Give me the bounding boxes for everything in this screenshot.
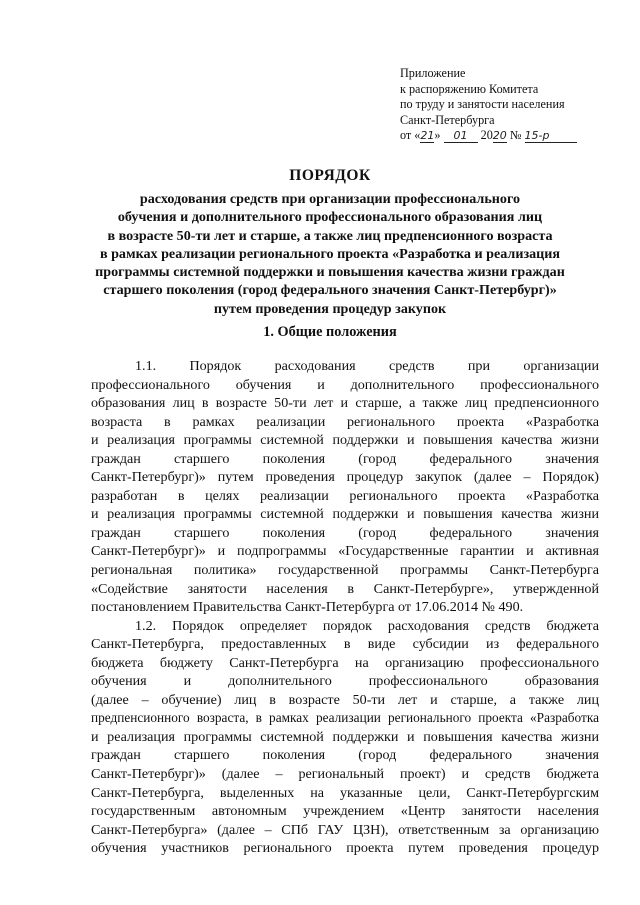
paragraph-line: региональная политика» государственной программы Санкт-Петербурга <box>91 562 599 579</box>
paragraph-line: обучения и дополнительного профессионального образования <box>91 673 599 690</box>
appendix-line-3: по труду и занятости населения <box>400 97 565 112</box>
title-line-5: программы системной поддержки и повышения качества жизни граждан <box>95 264 565 281</box>
appendix-date-line <box>400 128 610 144</box>
date-day: 21 <box>420 129 435 143</box>
paragraph-line: Санкт-Петербург)» и подпрограммы «Государственные гарантии и активная <box>91 543 599 560</box>
paragraph-line: и реализация программы системной поддержки и повышения качества жизни <box>91 506 599 523</box>
section-body <box>91 357 599 858</box>
paragraph-line: 1.1. Порядок расходования средств при организации <box>135 358 599 374</box>
paragraph-line: граждан старшего поколения (город федерального значения <box>91 450 599 467</box>
paragraph-line: (далее – обучение) лиц в возрасте 50-ти лет и старше, а также лиц <box>91 691 599 708</box>
date-year: 20 <box>492 129 507 143</box>
paragraph-line: бюджета бюджету Санкт-Петербурга на организацию профессионального <box>91 654 599 671</box>
title-line-3: в возрасте 50-ти лет и старше, а также лиц предпенсионного возраста <box>107 227 553 244</box>
paragraph-line: 1.2. Порядок определяет порядок расходования средств бюджета <box>135 617 599 634</box>
paragraph-line: Санкт-Петербурга» (далее – СПб ГАУ ЦЗН), ответственным за организацию <box>91 821 599 838</box>
paragraph-line: разработан в целях реализации регионального проекта «Разработка <box>91 487 599 504</box>
appendix-line-1: Приложение <box>400 66 466 80</box>
paragraph-line: Санкт-Петербурга, предоставленных в виде субсидии из федерального <box>91 636 599 653</box>
paragraph-line: граждан старшего поколения (город федерального значения <box>91 524 599 541</box>
document-title-block <box>60 166 600 318</box>
paragraph-line: Санкт-Петербург)» (далее – региональный проект) и средств бюджета <box>91 766 599 783</box>
paragraph-line: постановлением Правительства Санкт-Петербурга от 17.06.2014 № 490. <box>91 599 524 616</box>
number-prefix: № <box>509 128 522 143</box>
appendix-line-4: Санкт-Петербурга <box>400 112 495 127</box>
paragraph-line: предпенсионного возраста, в рамках реализации регионального проекта «Разработка <box>91 710 599 726</box>
date-prefix: от « <box>400 128 421 143</box>
document-number: 15-р <box>525 130 577 143</box>
appendix-line-2: к распоряжению Комитета <box>400 81 539 96</box>
title-line-2: обучения и дополнительного профессионального образования лиц <box>117 209 543 226</box>
date-close-quote: » <box>434 128 441 143</box>
paragraph-line: образования лиц в возрасте 50-ти лет и старше, а также лиц предпенсионного <box>91 395 599 412</box>
title-line-6: старшего поколения (город федерального значения Санкт-Петербург)» <box>103 282 557 299</box>
paragraph-line: профессионального обучения и дополнительного профессионального <box>91 376 599 393</box>
paragraph-line: Санкт-Петербурга, выделенных на указанные цели, Санкт-Петербургским <box>91 784 599 801</box>
paragraph-line: возраста в рамках реализации регионального проекта «Разработка <box>91 413 599 430</box>
paragraph-line: Санкт-Петербург)» путем проведения процедур закупок (далее – Порядок) <box>91 469 599 486</box>
paragraph-line: и реализация программы системной поддержки и повышения качества жизни <box>91 432 599 449</box>
paragraph-line: государственным автономным учреждением «Центр занятости населения <box>91 803 599 820</box>
paragraph-line: и реализация программы системной поддержки и повышения качества жизни <box>91 728 599 745</box>
title-line-1: расходования средств при организации профессионального <box>139 191 521 207</box>
paragraph-line: обучения участников регионального проекта путем проведения процедур <box>91 840 599 857</box>
title-line-7: путем проведения процедур закупок <box>213 300 447 317</box>
paragraph-line: «Содействие занятости населения в Санкт-Петербурге», утвержденной <box>91 580 599 597</box>
section-heading: 1. Общие положения <box>263 324 397 340</box>
appendix-header <box>400 66 610 144</box>
document-title: ПОРЯДОК <box>289 167 371 184</box>
paragraph-line: граждан старшего поколения (город федерального значения <box>91 747 599 764</box>
date-year-prefix: 20 <box>480 128 493 143</box>
title-line-4: в рамках реализации регионального проекта «Разработка и реализация <box>99 245 561 262</box>
date-month: 01 <box>444 130 478 143</box>
